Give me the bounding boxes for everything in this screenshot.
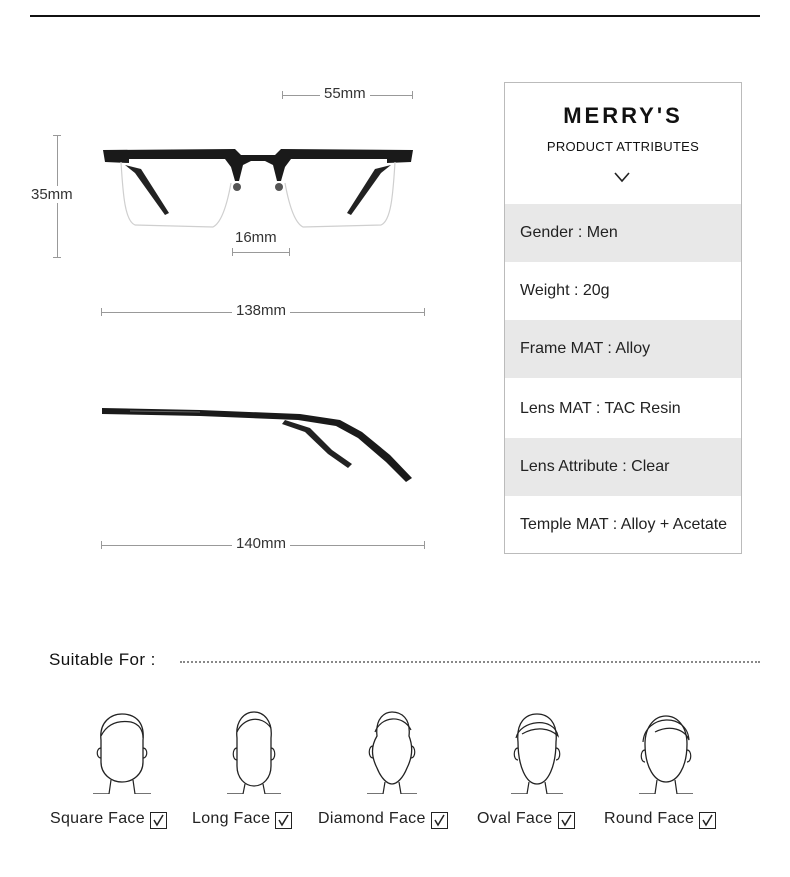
checkbox-checked-icon (558, 812, 575, 829)
frame-width-tick-left (101, 308, 102, 316)
attribute-row-lens-mat: Lens MAT : TAC Resin (520, 400, 681, 417)
face-option-round (604, 810, 716, 828)
chevron-down-icon (613, 171, 631, 183)
bridge-tick-right (289, 248, 290, 256)
temple-length-label: 140mm (232, 535, 290, 552)
lens-width-tick-right (412, 91, 413, 99)
face-label-long: Long Face (192, 810, 271, 827)
attribute-row-gender: Gender : Men (505, 204, 741, 262)
glasses-front-icon (95, 135, 425, 235)
frame-width-tick-right (424, 308, 425, 316)
bridge-tick-left (232, 248, 233, 256)
checkbox-checked-icon (150, 812, 167, 829)
face-label-diamond: Diamond Face (318, 810, 426, 827)
face-label-round: Round Face (604, 810, 695, 827)
panel-subtitle: PRODUCT ATTRIBUTES (546, 139, 700, 154)
face-option-oval (477, 810, 575, 828)
brand-logo: MERRY'S (563, 103, 683, 128)
dotted-divider (180, 661, 760, 663)
checkbox-checked-icon (699, 812, 716, 829)
checkbox-checked-icon (275, 812, 292, 829)
bridge-line (232, 252, 289, 253)
long-face-icon (219, 710, 289, 794)
attribute-row-weight: Weight : 20g (520, 282, 610, 299)
temple-length-tick-right (424, 541, 425, 549)
checkbox-checked-icon (431, 812, 448, 829)
lens-height-tick-top (53, 135, 61, 136)
suitable-for-title: Suitable For : (49, 650, 156, 669)
lens-height-label: 35mm (27, 186, 77, 203)
diamond-face-icon (357, 710, 427, 794)
face-option-diamond (318, 810, 448, 828)
face-label-oval: Oval Face (477, 810, 553, 827)
lens-height-tick-bottom (53, 257, 61, 258)
bridge-label: 16mm (231, 229, 281, 246)
glasses-side-icon (100, 400, 420, 490)
attribute-row-frame-mat: Frame MAT : Alloy (505, 320, 741, 378)
face-option-square (50, 810, 167, 828)
attribute-row-temple-mat: Temple MAT : Alloy + Acetate (520, 516, 728, 533)
temple-length-tick-left (101, 541, 102, 549)
square-face-icon (87, 710, 157, 794)
top-rule (30, 15, 760, 17)
oval-face-icon (502, 710, 572, 794)
attribute-row-lens-attribute: Lens Attribute : Clear (505, 438, 741, 496)
round-face-icon (631, 710, 701, 794)
lens-width-label: 55mm (320, 85, 370, 102)
face-option-long (192, 810, 292, 828)
attributes-panel (504, 82, 742, 554)
lens-width-tick-left (282, 91, 283, 99)
frame-width-label: 138mm (232, 302, 290, 319)
face-label-square: Square Face (50, 810, 145, 827)
